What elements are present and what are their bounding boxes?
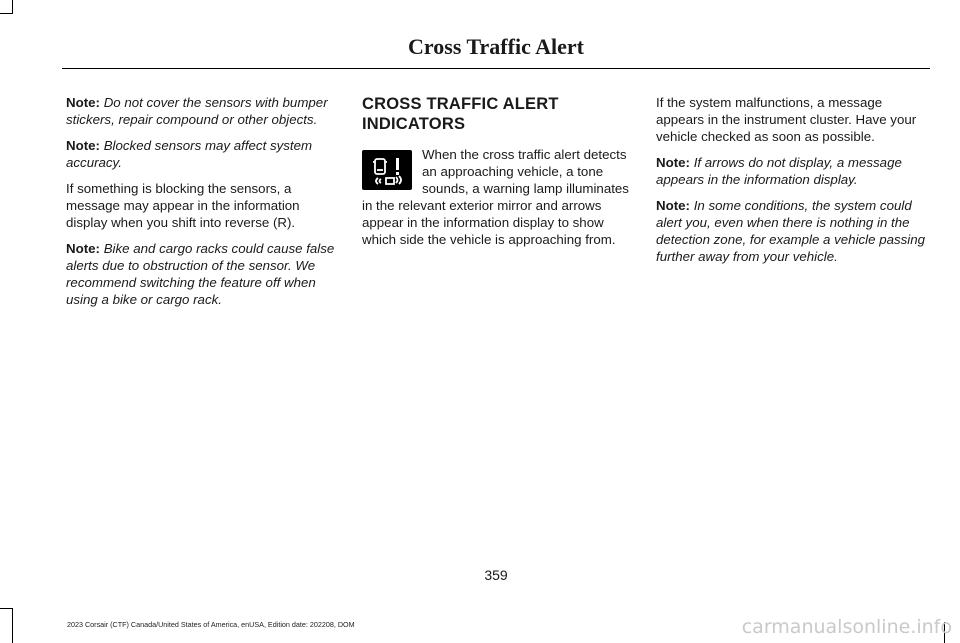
page-title: Cross Traffic Alert	[408, 34, 584, 59]
heading-line: INDICATORS	[362, 115, 466, 133]
note-label: Note:	[66, 241, 100, 256]
body-paragraph: If something is blocking the sensors, a message may appear in the information display when you shift into reverse (R).	[66, 181, 300, 230]
crop-mark	[0, 13, 13, 14]
note-text: Do not cover the sensors with bumper stickers, repair compound or other objects.	[66, 95, 328, 127]
right-column	[656, 94, 930, 274]
note-paragraph	[656, 197, 930, 265]
header-divider	[62, 68, 930, 69]
body-paragraph: If the system malfunctions, a message appears in the instrument cluster. Have your vehicle checked as soon as possible.	[656, 95, 917, 144]
note-text: Bike and cargo racks could cause false alerts due to obstruction of the sensor. We recommend switching the feature off when using a bike or cargo rack.	[66, 241, 335, 307]
section-heading	[362, 94, 634, 134]
watermark: carmanualsonline.info	[741, 616, 952, 638]
note-label: Note:	[656, 198, 690, 213]
indicator-description: When the cross traffic alert detects an approaching vehicle, a tone sounds, a warning lamp illuminates in the relevant exterior mirror and arrows appear in the information display to show which side the vehicle is approaching from.	[362, 147, 629, 247]
crop-mark	[12, 0, 13, 14]
note-paragraph	[66, 94, 338, 128]
page-number: 359	[484, 567, 508, 583]
crop-mark	[0, 608, 13, 609]
indicator-paragraph	[362, 146, 634, 248]
note-paragraph	[66, 137, 338, 171]
note-paragraph	[656, 154, 930, 188]
note-text: In some conditions, the system could alert you, even when there is nothing in the detection zone, for example a vehicle passing further away from your vehicle.	[656, 198, 926, 264]
heading-line: CROSS TRAFFIC ALERT	[362, 95, 559, 113]
note-text: If arrows do not display, a message appears in the information display.	[656, 155, 902, 187]
note-label: Note:	[66, 138, 100, 153]
note-paragraph	[66, 240, 338, 308]
footer-edition-text: 2023 Corsair (CTF) Canada/United States of America, enUSA, Edition date: 202208, DOM	[67, 620, 355, 629]
note-label: Note:	[66, 95, 100, 110]
crop-mark	[12, 608, 13, 643]
note-text: Blocked sensors may affect system accuracy.	[66, 138, 313, 170]
cross-traffic-alert-warning-icon	[362, 150, 412, 190]
note-label: Note:	[656, 155, 690, 170]
left-column	[66, 94, 338, 317]
middle-column	[362, 94, 634, 257]
